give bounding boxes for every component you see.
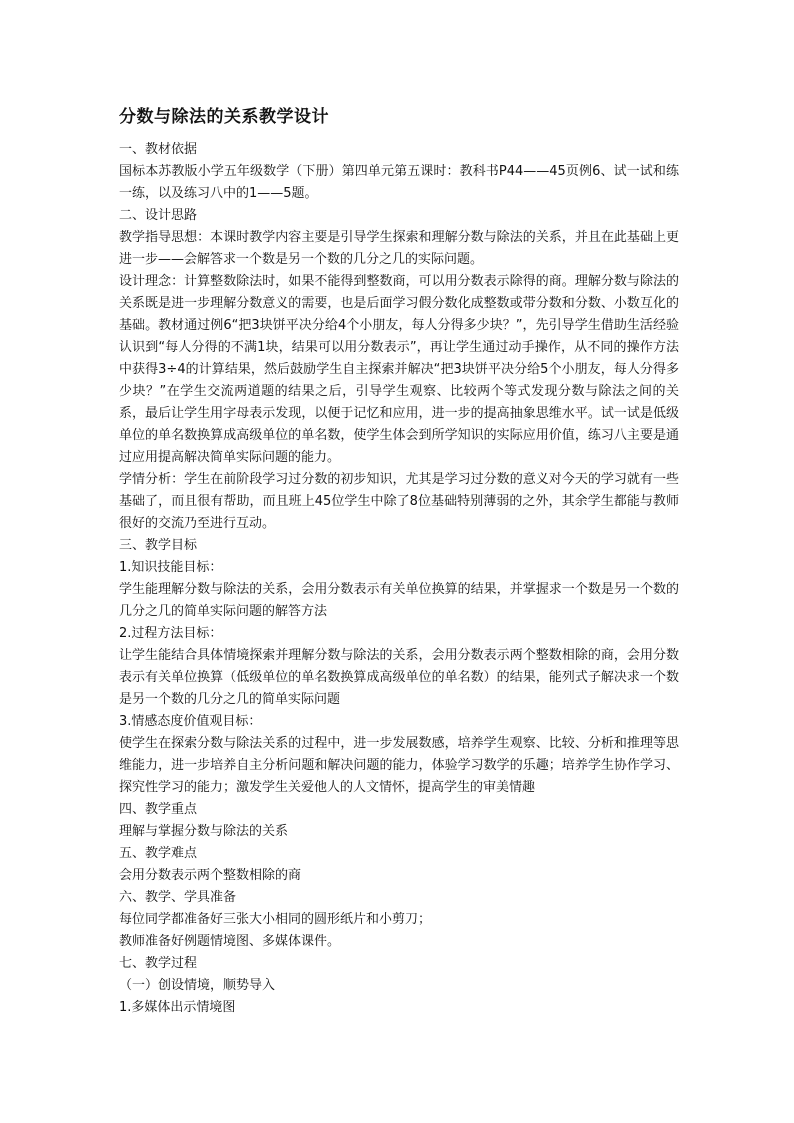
subheading-knowledge-goal: 1.知识技能目标：	[119, 560, 223, 575]
paragraph-emotion-goal: 使学生在探索分数与除法关系的过程中，进一步发展数感，培养学生观察、比较、分析和推理等思维能力，进一步培养自主分析问题和解决问题的能力，体验学习数学的乐趣；培养学生协作学习、探究性学习的能力；激发学生关爱他人的人文情怀，提高学生的审美情趣	[119, 736, 679, 795]
subheading-emotion-goal: 3.情感态度价值观目标：	[119, 714, 262, 729]
paragraph-multimedia-scene: 1.多媒体出示情境图	[119, 1000, 236, 1015]
paragraph-knowledge-goal: 学生能理解分数与除法的关系，会用分数表示有关单位换算的结果，并掌握求一个数是另一个数的几分之几的简单实际问题的解答方法	[119, 582, 679, 619]
document-body	[119, 105, 679, 1019]
section-heading-key-points: 四、教学重点	[119, 802, 198, 817]
section-heading-preparation: 六、教学、学具准备	[119, 890, 237, 905]
paragraph-student-analysis: 学情分析：学生在前阶段学习过分数的初步知识，尤其是学习过分数的意义对今天的学习就有一些基础了，而且很有帮助，而且班上45位学生中除了8位基础特别薄弱的之外，其余学生都能与教师很好的交流乃至进行互动。	[119, 472, 679, 531]
page-title: 分数与除法的关系教学设计	[119, 107, 329, 127]
paragraph-difficulties: 会用分数表示两个整数相除的商	[119, 868, 302, 883]
paragraph-process-goal: 让学生能结合具体情境探索并理解分数与除法的关系，会用分数表示两个整数相除的商，会用分数表示有关单位换算（低级单位的单名数换算成高级单位的单名数）的结果，能列式子解决求一个数是另一个数的几分之几的简单实际问题	[119, 648, 679, 707]
document-text	[119, 139, 679, 1019]
subheading-process-goal: 2.过程方法目标：	[119, 626, 223, 641]
section-heading-design: 二、设计思路	[119, 208, 198, 223]
section-heading-materials: 一、教材依据	[119, 142, 198, 157]
paragraph-key-points: 理解与掌握分数与除法的关系	[119, 824, 289, 839]
paragraph-student-preparation: 每位同学都准备好三张大小相同的圆形纸片和小剪刀；	[119, 912, 432, 927]
paragraph-materials: 国标本苏教版小学五年级数学（下册）第四单元第五课时：教科书P44——45页例6、试一试和练一练，以及练习八中的1——5题。	[119, 164, 679, 201]
paragraph-design-concept: 设计理念：计算整数除法时，如果不能得到整数商，可以用分数表示除得的商。理解分数与除法的关系既是进一步理解分数意义的需要，也是后面学习假分数化成整数或带分数和分数、小数互化的基础。教材通过例6“把3块饼平决分给4个小朋友，每人分得多少块？”，先引导学生借助生活经验认识到“每人分得的不满1块，结果可以用分数表示”，再让学生通过动手操作，从不同的操作方法中获得3÷4的计算结果，然后鼓励学生自主探索并解决“把3块饼平决分给5个小朋友，每人分得多少块？”在学生交流两道题的结果之后，引导学生观察、比较两个等式发现分数与除法之间的关系，最后让学生用字母表示发现，以便于记忆和应用，进一步的提高抽象思维水平。试一试是低级单位的单名数换算成高级单位的单名数，使学生体会到所学知识的实际应用价值，练习八主要是通过应用提高解决简单实际问题的能力。	[119, 274, 679, 465]
section-heading-goals: 三、教学目标	[119, 538, 198, 553]
section-heading-difficulties: 五、教学难点	[119, 846, 198, 861]
subheading-introduction: （一）创设情境，顺势导入	[119, 978, 276, 993]
paragraph-guiding-idea: 教学指导思想：本课时教学内容主要是引导学生探索和理解分数与除法的关系，并且在此基础上更进一步——会解答求一个数是另一个数的几分之几的实际问题。	[119, 230, 679, 267]
section-heading-process: 七、教学过程	[119, 956, 198, 971]
paragraph-teacher-preparation: 教师准备好例题情境图、多媒体课件。	[119, 934, 341, 949]
